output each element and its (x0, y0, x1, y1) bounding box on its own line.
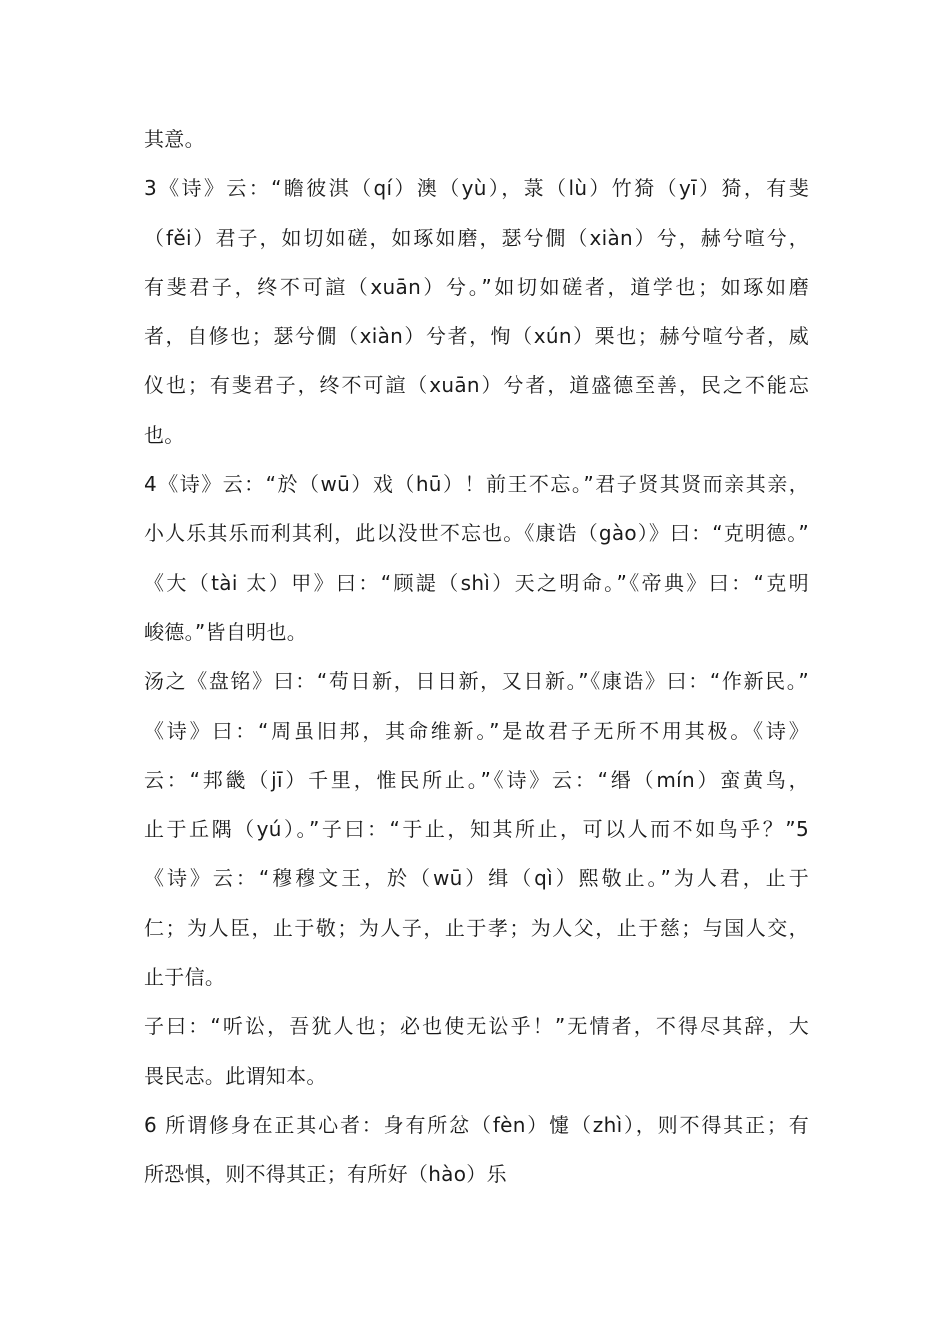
text-line: 有斐君子，终不可諠（xuān）兮。”如切如磋者，道学也；如琢如磨 (144, 274, 809, 299)
text-line: 峻德。”皆自明也。 (144, 619, 308, 644)
text-line: 畏民志。此谓知本。 (144, 1063, 327, 1088)
text-line: 子曰：“听讼，吾犹人也；必也使无讼乎！”无情者，不得尽其辞，大 (144, 1014, 809, 1039)
text-line: 仪也；有斐君子，终不可諠（xuān）兮者，道盛德至善，民之不能忘 (144, 373, 809, 398)
text-line: 3《诗》云：“瞻彼淇（qí）澳（yù），菉（lù）竹猗（yī）猗，有斐 (144, 176, 809, 201)
document-body (144, 115, 809, 1200)
text-line: 《诗》云：“穆穆文王，於（wū）缉（qì）熙敬止。”为人君，止于 (144, 866, 809, 891)
text-line: 所恐惧，则不得其正；有所好（hào）乐 (144, 1162, 507, 1187)
text-line: （fěi）君子，如切如磋，如琢如磨，瑟兮僩（xiàn）兮，赫兮喧兮， (144, 225, 809, 250)
text-line: 云：“邦畿（jī）千里，惟民所止。”《诗》云：“缗（mín）蛮黄鸟， (144, 767, 809, 792)
text-line: 《诗》曰：“周虽旧邦，其命维新。”是故君子无所不用其极。《诗》 (144, 718, 809, 743)
text-line: 《大（tài 太）甲》曰：“顾諟（shì）天之明命。”《帝典》曰：“克明 (144, 570, 809, 595)
text-line: 其意。 (144, 127, 205, 151)
text-line: 小人乐其乐而利其利，此以没世不忘也。《康诰（gào）》曰：“克明德。” (144, 521, 809, 546)
text-line: 也。 (144, 422, 185, 447)
text-line: 者，自修也；瑟兮僩（xiàn）兮者，恂（xún）栗也；赫兮喧兮者，威 (144, 324, 809, 349)
text-line: 汤之《盘铭》曰：“苟日新，日日新，又日新。”《康诰》曰：“作新民。” (144, 669, 809, 694)
text-line: 6 所谓修身在正其心者：身有所忿（fèn）懥（zhì），则不得其正；有 (144, 1112, 809, 1137)
text-line: 仁；为人臣，止于敬；为人子，止于孝；为人父，止于慈；与国人交， (144, 915, 809, 940)
text-line: 4《诗》云：“於（wū）戏（hū）！前王不忘。”君子贤其贤而亲其亲， (144, 472, 809, 497)
text-line: 止于丘隅（yú）。”子曰：“于止，知其所止，可以人而不如鸟乎？”5 (144, 817, 809, 842)
text-line: 止于信。 (144, 965, 226, 990)
